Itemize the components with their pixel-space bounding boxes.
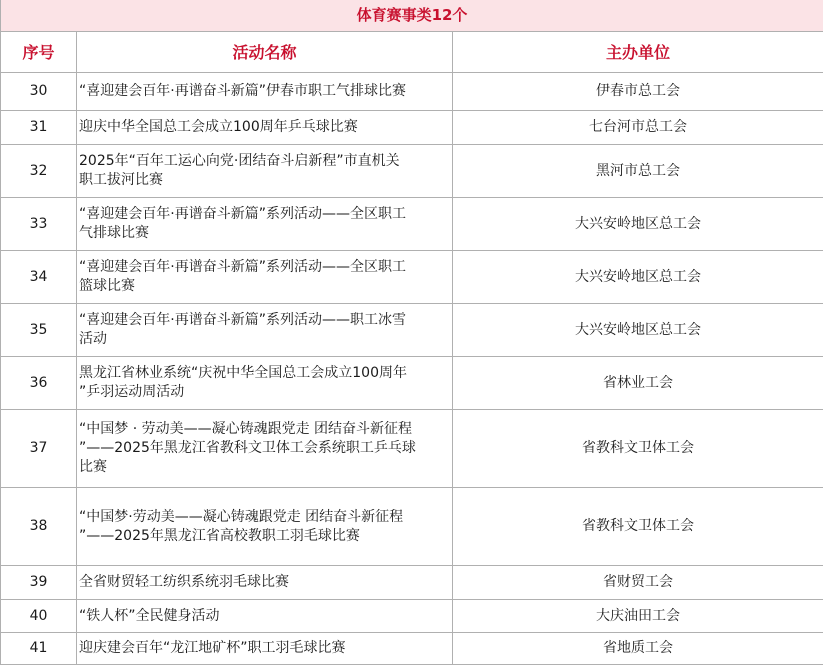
header-row [1,32,823,73]
row-organizer: 黑河市总工会 [453,145,823,198]
row-index: 41 [1,633,77,665]
table-row [1,198,823,251]
header-organizer: 主办单位 [453,32,823,73]
row-organizer: 省教科文卫体工会 [453,410,823,488]
table-row [1,145,823,198]
header-index: 序号 [1,32,77,73]
row-index: 34 [1,251,77,304]
row-activity: “中国梦·劳动美——凝心铸魂跟党走 团结奋斗新征程 ”——2025年黑龙江省高校教职工羽毛球比赛 [77,488,453,566]
row-index: 33 [1,198,77,251]
table-row [1,251,823,304]
row-organizer: 大庆油田工会 [453,600,823,633]
row-index: 37 [1,410,77,488]
row-organizer: 省财贸工会 [453,566,823,600]
row-activity: 全省财贸轻工纺织系统羽毛球比赛 [77,566,453,600]
table-row [1,566,823,600]
table-title: 体育赛事类12个 [1,0,823,32]
row-activity: “喜迎建会百年·再谱奋斗新篇”系列活动——全区职工 气排球比赛 [77,198,453,251]
table-row [1,600,823,633]
row-organizer: 省地质工会 [453,633,823,665]
row-index: 38 [1,488,77,566]
row-index: 30 [1,73,77,111]
row-organizer: 省林业工会 [453,357,823,410]
row-organizer: 伊春市总工会 [453,73,823,111]
row-organizer: 省教科文卫体工会 [453,488,823,566]
row-activity: 迎庆中华全国总工会成立100周年乒乓球比赛 [77,111,453,145]
row-activity: “喜迎建会百年·再谱奋斗新篇”系列活动——全区职工 篮球比赛 [77,251,453,304]
row-organizer: 大兴安岭地区总工会 [453,304,823,357]
row-index: 35 [1,304,77,357]
table-row [1,357,823,410]
row-index: 40 [1,600,77,633]
row-activity: 2025年“百年工运心向党·团结奋斗启新程”市直机关 职工拔河比赛 [77,145,453,198]
row-activity: “中国梦 · 劳动美——凝心铸魂跟党走 团结奋斗新征程 ”——2025年黑龙江省教科文卫体工会系统职工乒乓球 比赛 [77,410,453,488]
table-row [1,633,823,665]
row-organizer: 七台河市总工会 [453,111,823,145]
table-row [1,410,823,488]
row-index: 36 [1,357,77,410]
header-activity: 活动名称 [77,32,453,73]
row-activity: “喜迎建会百年·再谱奋斗新篇”系列活动——职工冰雪 活动 [77,304,453,357]
table-row [1,73,823,111]
row-index: 39 [1,566,77,600]
row-index: 32 [1,145,77,198]
table-row [1,304,823,357]
row-activity: “喜迎建会百年·再谱奋斗新篇”伊春市职工气排球比赛 [77,73,453,111]
row-organizer: 大兴安岭地区总工会 [453,198,823,251]
row-activity: “铁人杯”全民健身活动 [77,600,453,633]
title-row [1,0,823,32]
row-index: 31 [1,111,77,145]
table-row [1,488,823,566]
row-activity: 迎庆建会百年“龙江地矿杯”职工羽毛球比赛 [77,633,453,665]
row-activity: 黑龙江省林业系统“庆祝中华全国总工会成立100周年 ”乒羽运动周活动 [77,357,453,410]
table-row [1,111,823,145]
row-organizer: 大兴安岭地区总工会 [453,251,823,304]
